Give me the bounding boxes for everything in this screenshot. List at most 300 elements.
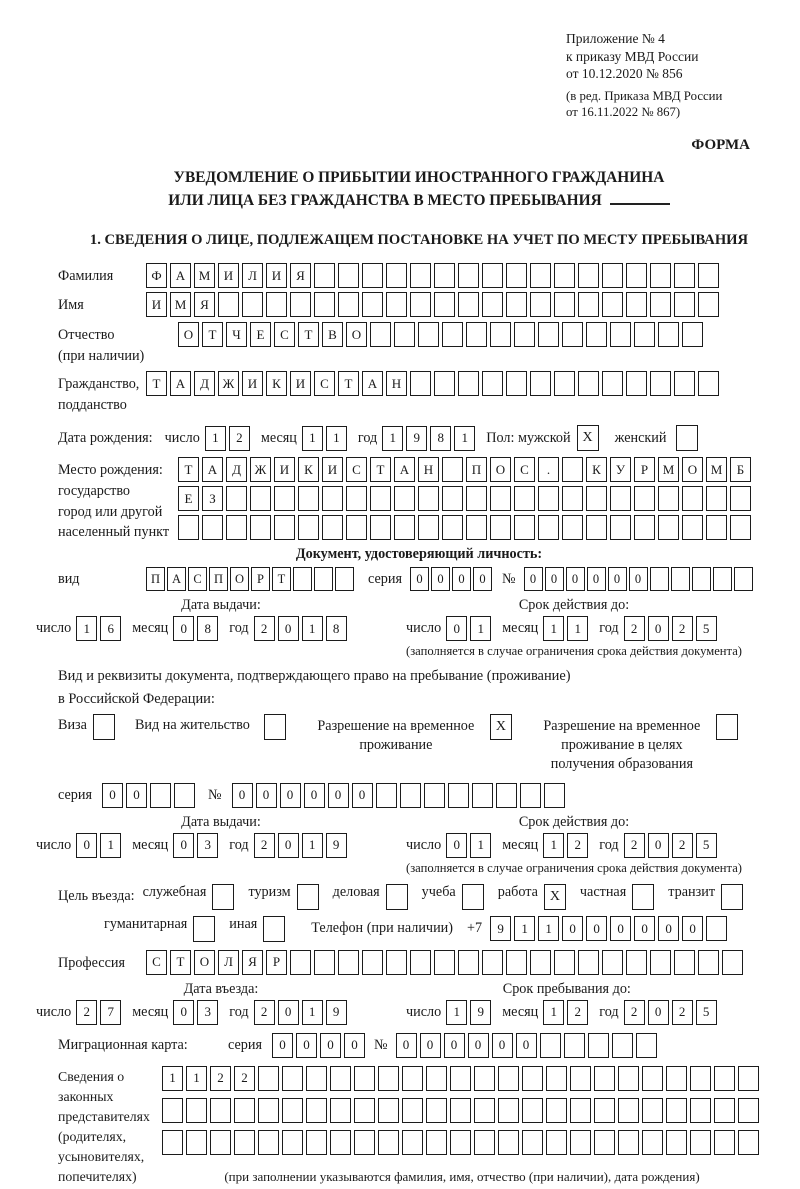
char-cell[interactable] bbox=[522, 1098, 543, 1123]
char-cell[interactable] bbox=[594, 1098, 615, 1123]
char-cell[interactable]: Т bbox=[370, 457, 391, 482]
char-cell[interactable]: П bbox=[146, 567, 165, 591]
char-cell[interactable] bbox=[666, 1130, 687, 1155]
char-cell[interactable] bbox=[588, 1033, 609, 1058]
char-cell[interactable] bbox=[472, 783, 493, 808]
char-cell[interactable] bbox=[474, 1130, 495, 1155]
char-cell[interactable] bbox=[226, 515, 247, 540]
char-cell[interactable]: 0 bbox=[587, 567, 606, 591]
char-cell[interactable] bbox=[330, 1130, 351, 1155]
char-cell[interactable]: И bbox=[274, 457, 295, 482]
char-cell[interactable] bbox=[554, 292, 575, 317]
char-cell[interactable]: 0 bbox=[516, 1033, 537, 1058]
char-cell[interactable]: Д bbox=[194, 371, 215, 396]
char-cell[interactable] bbox=[450, 1130, 471, 1155]
char-cell[interactable]: 2 bbox=[624, 1000, 645, 1025]
char-cell[interactable] bbox=[394, 515, 415, 540]
char-cell[interactable] bbox=[458, 950, 479, 975]
char-cell[interactable] bbox=[474, 1098, 495, 1123]
char-cell[interactable]: 1 bbox=[446, 1000, 467, 1025]
char-cell[interactable] bbox=[346, 515, 367, 540]
char-cell[interactable] bbox=[410, 371, 431, 396]
char-cell[interactable] bbox=[650, 263, 671, 288]
char-cell[interactable]: 0 bbox=[446, 833, 467, 858]
purpose-option-checkbox[interactable] bbox=[212, 884, 234, 910]
char-cell[interactable] bbox=[714, 1098, 735, 1123]
char-cell[interactable] bbox=[426, 1098, 447, 1123]
char-cell[interactable]: 0 bbox=[173, 616, 194, 641]
char-cell[interactable] bbox=[612, 1033, 633, 1058]
char-cell[interactable] bbox=[578, 292, 599, 317]
char-cell[interactable]: 0 bbox=[586, 916, 607, 941]
char-cell[interactable] bbox=[522, 1130, 543, 1155]
char-cell[interactable] bbox=[370, 515, 391, 540]
char-cell[interactable] bbox=[306, 1130, 327, 1155]
char-cell[interactable] bbox=[258, 1130, 279, 1155]
char-cell[interactable]: 0 bbox=[320, 1033, 341, 1058]
char-cell[interactable]: 0 bbox=[173, 1000, 194, 1025]
char-cell[interactable]: С bbox=[146, 950, 167, 975]
char-cell[interactable]: М bbox=[706, 457, 727, 482]
char-cell[interactable]: М bbox=[170, 292, 191, 317]
char-cell[interactable]: 3 bbox=[197, 1000, 218, 1025]
char-cell[interactable] bbox=[706, 486, 727, 511]
char-cell[interactable] bbox=[258, 1066, 279, 1091]
char-cell[interactable] bbox=[354, 1098, 375, 1123]
char-cell[interactable] bbox=[690, 1066, 711, 1091]
char-cell[interactable] bbox=[378, 1098, 399, 1123]
char-cell[interactable] bbox=[586, 515, 607, 540]
char-cell[interactable] bbox=[666, 1066, 687, 1091]
purpose-option-checkbox[interactable]: X bbox=[544, 884, 566, 910]
char-cell[interactable]: А bbox=[362, 371, 383, 396]
char-cell[interactable] bbox=[490, 322, 511, 347]
char-cell[interactable] bbox=[650, 567, 669, 591]
char-cell[interactable] bbox=[674, 950, 695, 975]
char-cell[interactable] bbox=[314, 292, 335, 317]
char-cell[interactable] bbox=[410, 950, 431, 975]
char-cell[interactable]: А bbox=[202, 457, 223, 482]
char-cell[interactable] bbox=[306, 1066, 327, 1091]
char-cell[interactable] bbox=[506, 950, 527, 975]
char-cell[interactable] bbox=[530, 371, 551, 396]
char-cell[interactable] bbox=[274, 515, 295, 540]
char-cell[interactable] bbox=[400, 783, 421, 808]
purpose-option-checkbox[interactable] bbox=[263, 916, 285, 942]
char-cell[interactable] bbox=[234, 1098, 255, 1123]
char-cell[interactable] bbox=[386, 292, 407, 317]
char-cell[interactable] bbox=[674, 292, 695, 317]
char-cell[interactable]: Т bbox=[202, 322, 223, 347]
char-cell[interactable]: 0 bbox=[545, 567, 564, 591]
char-cell[interactable] bbox=[626, 292, 647, 317]
char-cell[interactable] bbox=[282, 1098, 303, 1123]
char-cell[interactable] bbox=[434, 371, 455, 396]
char-cell[interactable] bbox=[594, 1066, 615, 1091]
char-cell[interactable]: 1 bbox=[470, 616, 491, 641]
char-cell[interactable]: А bbox=[170, 371, 191, 396]
char-cell[interactable]: И bbox=[290, 371, 311, 396]
char-cell[interactable]: . bbox=[538, 457, 559, 482]
char-cell[interactable] bbox=[458, 292, 479, 317]
char-cell[interactable] bbox=[335, 567, 354, 591]
char-cell[interactable]: Ф bbox=[146, 263, 167, 288]
char-cell[interactable]: Я bbox=[290, 263, 311, 288]
char-cell[interactable]: 0 bbox=[648, 833, 669, 858]
char-cell[interactable] bbox=[442, 322, 463, 347]
purpose-option-checkbox[interactable] bbox=[462, 884, 484, 910]
char-cell[interactable] bbox=[418, 322, 439, 347]
char-cell[interactable]: 1 bbox=[470, 833, 491, 858]
purpose-option-checkbox[interactable] bbox=[632, 884, 654, 910]
char-cell[interactable] bbox=[162, 1098, 183, 1123]
char-cell[interactable]: 1 bbox=[76, 616, 97, 641]
char-cell[interactable]: Т bbox=[298, 322, 319, 347]
char-cell[interactable] bbox=[554, 371, 575, 396]
char-cell[interactable] bbox=[674, 371, 695, 396]
char-cell[interactable] bbox=[338, 950, 359, 975]
char-cell[interactable] bbox=[282, 1130, 303, 1155]
char-cell[interactable] bbox=[538, 486, 559, 511]
char-cell[interactable]: А bbox=[170, 263, 191, 288]
char-cell[interactable] bbox=[634, 515, 655, 540]
sex-male-checkbox[interactable]: X bbox=[577, 425, 599, 451]
char-cell[interactable] bbox=[418, 515, 439, 540]
char-cell[interactable] bbox=[734, 567, 753, 591]
char-cell[interactable] bbox=[410, 292, 431, 317]
char-cell[interactable] bbox=[626, 950, 647, 975]
char-cell[interactable] bbox=[458, 263, 479, 288]
char-cell[interactable] bbox=[546, 1098, 567, 1123]
char-cell[interactable] bbox=[330, 1098, 351, 1123]
char-cell[interactable]: Р bbox=[266, 950, 287, 975]
char-cell[interactable] bbox=[362, 263, 383, 288]
char-cell[interactable]: 0 bbox=[566, 567, 585, 591]
char-cell[interactable]: 0 bbox=[473, 567, 492, 591]
char-cell[interactable]: 2 bbox=[234, 1066, 255, 1091]
char-cell[interactable]: 1 bbox=[543, 833, 564, 858]
char-cell[interactable]: 0 bbox=[278, 833, 299, 858]
char-cell[interactable]: О bbox=[230, 567, 249, 591]
char-cell[interactable]: 0 bbox=[444, 1033, 465, 1058]
char-cell[interactable] bbox=[730, 515, 751, 540]
char-cell[interactable] bbox=[522, 1066, 543, 1091]
char-cell[interactable] bbox=[322, 486, 343, 511]
char-cell[interactable] bbox=[514, 322, 535, 347]
char-cell[interactable] bbox=[562, 322, 583, 347]
char-cell[interactable]: 0 bbox=[296, 1033, 317, 1058]
char-cell[interactable]: 9 bbox=[490, 916, 511, 941]
char-cell[interactable]: 2 bbox=[624, 833, 645, 858]
char-cell[interactable] bbox=[186, 1098, 207, 1123]
char-cell[interactable]: 5 bbox=[696, 1000, 717, 1025]
char-cell[interactable]: З bbox=[202, 486, 223, 511]
purpose-option-checkbox[interactable] bbox=[193, 916, 215, 942]
char-cell[interactable] bbox=[602, 371, 623, 396]
char-cell[interactable] bbox=[690, 1130, 711, 1155]
char-cell[interactable] bbox=[658, 322, 679, 347]
char-cell[interactable] bbox=[706, 916, 727, 941]
char-cell[interactable]: 1 bbox=[543, 616, 564, 641]
char-cell[interactable]: 1 bbox=[100, 833, 121, 858]
char-cell[interactable] bbox=[610, 322, 631, 347]
char-cell[interactable]: О bbox=[490, 457, 511, 482]
char-cell[interactable] bbox=[578, 371, 599, 396]
char-cell[interactable] bbox=[178, 515, 199, 540]
char-cell[interactable] bbox=[642, 1130, 663, 1155]
purpose-option-checkbox[interactable] bbox=[721, 884, 743, 910]
char-cell[interactable]: 0 bbox=[126, 783, 147, 808]
char-cell[interactable] bbox=[378, 1130, 399, 1155]
char-cell[interactable] bbox=[586, 486, 607, 511]
char-cell[interactable]: Л bbox=[218, 950, 239, 975]
char-cell[interactable]: 0 bbox=[272, 1033, 293, 1058]
char-cell[interactable] bbox=[690, 1098, 711, 1123]
char-cell[interactable] bbox=[450, 1066, 471, 1091]
char-cell[interactable] bbox=[636, 1033, 657, 1058]
char-cell[interactable]: 1 bbox=[567, 616, 588, 641]
char-cell[interactable]: 6 bbox=[100, 616, 121, 641]
char-cell[interactable] bbox=[658, 515, 679, 540]
char-cell[interactable]: 0 bbox=[76, 833, 97, 858]
char-cell[interactable] bbox=[514, 515, 535, 540]
char-cell[interactable] bbox=[434, 950, 455, 975]
char-cell[interactable]: 0 bbox=[648, 1000, 669, 1025]
char-cell[interactable]: 0 bbox=[278, 616, 299, 641]
char-cell[interactable]: Н bbox=[386, 371, 407, 396]
char-cell[interactable]: 8 bbox=[326, 616, 347, 641]
char-cell[interactable]: 2 bbox=[254, 616, 275, 641]
char-cell[interactable] bbox=[354, 1066, 375, 1091]
char-cell[interactable]: 0 bbox=[102, 783, 123, 808]
char-cell[interactable] bbox=[610, 486, 631, 511]
char-cell[interactable] bbox=[530, 292, 551, 317]
char-cell[interactable] bbox=[634, 322, 655, 347]
char-cell[interactable]: 0 bbox=[328, 783, 349, 808]
char-cell[interactable]: 0 bbox=[396, 1033, 417, 1058]
char-cell[interactable] bbox=[346, 486, 367, 511]
sex-female-checkbox[interactable] bbox=[676, 425, 698, 451]
char-cell[interactable]: 2 bbox=[567, 1000, 588, 1025]
char-cell[interactable] bbox=[490, 515, 511, 540]
char-cell[interactable] bbox=[338, 263, 359, 288]
char-cell[interactable] bbox=[594, 1130, 615, 1155]
edu-permit-checkbox[interactable] bbox=[716, 714, 738, 740]
char-cell[interactable] bbox=[354, 1130, 375, 1155]
char-cell[interactable] bbox=[722, 950, 743, 975]
char-cell[interactable]: 0 bbox=[452, 567, 471, 591]
char-cell[interactable] bbox=[562, 457, 583, 482]
char-cell[interactable] bbox=[322, 515, 343, 540]
char-cell[interactable] bbox=[378, 1066, 399, 1091]
char-cell[interactable]: М bbox=[194, 263, 215, 288]
char-cell[interactable]: С bbox=[188, 567, 207, 591]
char-cell[interactable] bbox=[626, 371, 647, 396]
char-cell[interactable] bbox=[482, 950, 503, 975]
char-cell[interactable] bbox=[402, 1066, 423, 1091]
char-cell[interactable]: Т bbox=[178, 457, 199, 482]
char-cell[interactable] bbox=[730, 486, 751, 511]
char-cell[interactable] bbox=[402, 1130, 423, 1155]
char-cell[interactable] bbox=[458, 371, 479, 396]
char-cell[interactable]: 0 bbox=[562, 916, 583, 941]
char-cell[interactable] bbox=[602, 292, 623, 317]
char-cell[interactable]: 9 bbox=[326, 1000, 347, 1025]
char-cell[interactable] bbox=[226, 486, 247, 511]
char-cell[interactable] bbox=[618, 1066, 639, 1091]
char-cell[interactable] bbox=[682, 515, 703, 540]
char-cell[interactable]: 1 bbox=[302, 833, 323, 858]
char-cell[interactable]: 1 bbox=[382, 426, 403, 451]
char-cell[interactable]: С bbox=[514, 457, 535, 482]
char-cell[interactable]: 1 bbox=[302, 616, 323, 641]
char-cell[interactable]: 0 bbox=[524, 567, 543, 591]
char-cell[interactable]: Ж bbox=[218, 371, 239, 396]
char-cell[interactable] bbox=[570, 1098, 591, 1123]
char-cell[interactable] bbox=[218, 292, 239, 317]
char-cell[interactable] bbox=[466, 322, 487, 347]
char-cell[interactable] bbox=[250, 486, 271, 511]
char-cell[interactable] bbox=[274, 486, 295, 511]
char-cell[interactable]: 2 bbox=[672, 1000, 693, 1025]
char-cell[interactable]: И bbox=[242, 371, 263, 396]
char-cell[interactable] bbox=[434, 292, 455, 317]
char-cell[interactable] bbox=[546, 1130, 567, 1155]
char-cell[interactable]: 0 bbox=[634, 916, 655, 941]
char-cell[interactable]: И bbox=[266, 263, 287, 288]
char-cell[interactable]: С bbox=[346, 457, 367, 482]
char-cell[interactable]: Я bbox=[194, 292, 215, 317]
char-cell[interactable] bbox=[202, 515, 223, 540]
char-cell[interactable] bbox=[386, 950, 407, 975]
char-cell[interactable] bbox=[692, 567, 711, 591]
char-cell[interactable] bbox=[370, 322, 391, 347]
char-cell[interactable] bbox=[530, 950, 551, 975]
char-cell[interactable] bbox=[570, 1130, 591, 1155]
char-cell[interactable]: Н bbox=[418, 457, 439, 482]
char-cell[interactable] bbox=[482, 292, 503, 317]
char-cell[interactable]: П bbox=[209, 567, 228, 591]
char-cell[interactable] bbox=[242, 292, 263, 317]
char-cell[interactable]: О bbox=[178, 322, 199, 347]
char-cell[interactable] bbox=[293, 567, 312, 591]
purpose-option-checkbox[interactable] bbox=[386, 884, 408, 910]
char-cell[interactable]: 0 bbox=[608, 567, 627, 591]
char-cell[interactable] bbox=[150, 783, 171, 808]
char-cell[interactable]: Е bbox=[250, 322, 271, 347]
char-cell[interactable]: 2 bbox=[672, 833, 693, 858]
char-cell[interactable]: Ж bbox=[250, 457, 271, 482]
char-cell[interactable] bbox=[682, 322, 703, 347]
char-cell[interactable]: 0 bbox=[280, 783, 301, 808]
char-cell[interactable] bbox=[450, 1098, 471, 1123]
char-cell[interactable] bbox=[498, 1098, 519, 1123]
char-cell[interactable] bbox=[642, 1066, 663, 1091]
char-cell[interactable] bbox=[642, 1098, 663, 1123]
char-cell[interactable]: 1 bbox=[514, 916, 535, 941]
char-cell[interactable] bbox=[698, 371, 719, 396]
char-cell[interactable] bbox=[174, 783, 195, 808]
char-cell[interactable]: 0 bbox=[492, 1033, 513, 1058]
char-cell[interactable] bbox=[650, 292, 671, 317]
char-cell[interactable] bbox=[298, 486, 319, 511]
char-cell[interactable] bbox=[330, 1066, 351, 1091]
char-cell[interactable]: 0 bbox=[173, 833, 194, 858]
char-cell[interactable] bbox=[498, 1130, 519, 1155]
char-cell[interactable]: 1 bbox=[538, 916, 559, 941]
char-cell[interactable]: 2 bbox=[254, 1000, 275, 1025]
char-cell[interactable] bbox=[410, 263, 431, 288]
char-cell[interactable]: 1 bbox=[186, 1066, 207, 1091]
char-cell[interactable]: М bbox=[658, 457, 679, 482]
char-cell[interactable]: 1 bbox=[302, 1000, 323, 1025]
char-cell[interactable] bbox=[442, 457, 463, 482]
char-cell[interactable] bbox=[698, 263, 719, 288]
char-cell[interactable] bbox=[738, 1130, 759, 1155]
char-cell[interactable] bbox=[426, 1066, 447, 1091]
char-cell[interactable] bbox=[210, 1130, 231, 1155]
char-cell[interactable] bbox=[290, 950, 311, 975]
char-cell[interactable] bbox=[706, 515, 727, 540]
char-cell[interactable]: Т bbox=[272, 567, 291, 591]
char-cell[interactable] bbox=[506, 292, 527, 317]
char-cell[interactable] bbox=[506, 371, 527, 396]
char-cell[interactable] bbox=[210, 1098, 231, 1123]
char-cell[interactable]: Р bbox=[251, 567, 270, 591]
char-cell[interactable] bbox=[376, 783, 397, 808]
char-cell[interactable] bbox=[514, 486, 535, 511]
char-cell[interactable] bbox=[298, 515, 319, 540]
char-cell[interactable]: О bbox=[194, 950, 215, 975]
residence-permit-checkbox[interactable] bbox=[264, 714, 286, 740]
char-cell[interactable] bbox=[538, 322, 559, 347]
temp-permit-checkbox[interactable]: X bbox=[490, 714, 512, 740]
visa-checkbox[interactable] bbox=[93, 714, 115, 740]
char-cell[interactable] bbox=[570, 1066, 591, 1091]
char-cell[interactable] bbox=[698, 292, 719, 317]
char-cell[interactable]: 2 bbox=[624, 616, 645, 641]
char-cell[interactable] bbox=[434, 263, 455, 288]
char-cell[interactable] bbox=[266, 292, 287, 317]
char-cell[interactable] bbox=[546, 1066, 567, 1091]
char-cell[interactable] bbox=[490, 486, 511, 511]
char-cell[interactable] bbox=[234, 1130, 255, 1155]
char-cell[interactable] bbox=[496, 783, 517, 808]
char-cell[interactable] bbox=[306, 1098, 327, 1123]
char-cell[interactable] bbox=[714, 1066, 735, 1091]
char-cell[interactable] bbox=[466, 486, 487, 511]
char-cell[interactable] bbox=[650, 950, 671, 975]
char-cell[interactable]: Е bbox=[178, 486, 199, 511]
char-cell[interactable]: 9 bbox=[326, 833, 347, 858]
char-cell[interactable]: 7 bbox=[100, 1000, 121, 1025]
char-cell[interactable] bbox=[564, 1033, 585, 1058]
char-cell[interactable]: 2 bbox=[254, 833, 275, 858]
char-cell[interactable]: И bbox=[218, 263, 239, 288]
char-cell[interactable] bbox=[538, 515, 559, 540]
char-cell[interactable] bbox=[314, 567, 333, 591]
char-cell[interactable]: 1 bbox=[162, 1066, 183, 1091]
char-cell[interactable]: 9 bbox=[470, 1000, 491, 1025]
char-cell[interactable] bbox=[426, 1130, 447, 1155]
char-cell[interactable]: 0 bbox=[682, 916, 703, 941]
char-cell[interactable] bbox=[448, 783, 469, 808]
char-cell[interactable]: 0 bbox=[648, 616, 669, 641]
char-cell[interactable]: 0 bbox=[420, 1033, 441, 1058]
char-cell[interactable] bbox=[258, 1098, 279, 1123]
char-cell[interactable]: В bbox=[322, 322, 343, 347]
char-cell[interactable] bbox=[338, 292, 359, 317]
